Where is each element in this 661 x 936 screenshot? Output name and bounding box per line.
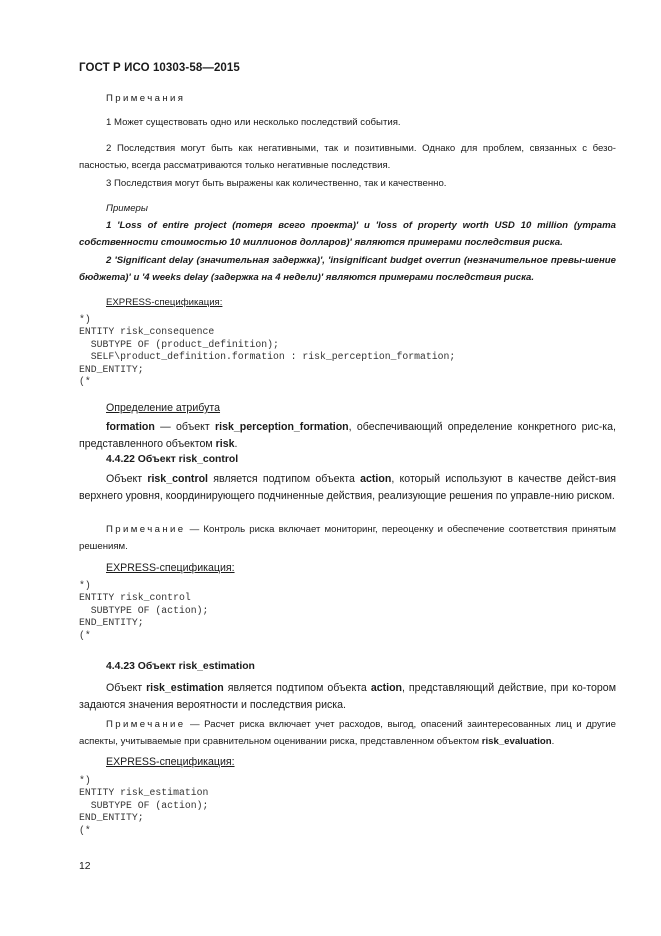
section-heading-4-4-22: 4.4.22 Объект risk_control bbox=[106, 454, 239, 465]
express-spec-label-2: EXPRESS-спецификация: bbox=[106, 562, 235, 574]
example-1: 1 'Loss of entire project (потеря всего проекта)' и 'loss of property worth USD 10 million (утрата собственности стоимостью 10 миллионов долларов)' являются примерами последствия риска. bbox=[79, 220, 616, 248]
attribute-formation: formation — объект risk_perception_formation, обеспечивающий определение конкретного рис-ка, представленного объектом risk. bbox=[79, 421, 616, 450]
example-2: 2 'Significant delay (значительная задержка)', 'insignificant budget overrun (незначительное превы-шение бюджета)' и '4 weeks delay (задержка на 4 недели)' являются примерами последствия риска. bbox=[79, 255, 616, 283]
express-code-1: *) ENTITY risk_consequence SUBTYPE OF (product_definition); SELF\product_definition.formation : risk_perception_formation; END_ENTITY; (* bbox=[79, 314, 456, 388]
note-2: 2 Последствия могут быть как негативными, так и позитивными. Однако для проблем, связанных с безо-пасностью, всегда рассматриваются только негативные последствия. bbox=[79, 143, 616, 171]
express-spec-label-3: EXPRESS-спецификация: bbox=[106, 756, 235, 768]
note-1: 1 Может существовать одно или несколько последствий события. bbox=[106, 117, 401, 128]
standard-header: ГОСТ Р ИСО 10303-58—2015 bbox=[79, 62, 240, 74]
examples-title: Примеры bbox=[106, 203, 148, 214]
express-spec-label-1: EXPRESS-спецификация: bbox=[106, 297, 223, 308]
note-risk-estimation: Примечание — Расчет риска включает учет расходов, выгод, опасений заинтересованных лиц и другие аспекты, учитываемые при сравнительном оценивании риска, представленном объектом risk_evaluation. bbox=[79, 719, 616, 747]
section-text-4-4-22: Объект risk_control является подтипом объекта action, который используют в качестве дейст-вия верхнего уровня, координирующего подчиненные действия, реализующие решения по управле-нию риском. bbox=[79, 473, 616, 502]
note-risk-control: Примечание — Контроль риска включает мониторинг, переоценку и обеспечение соответствия принятым решениям. bbox=[79, 524, 616, 552]
section-text-4-4-23: Объект risk_estimation является подтипом объекта action, представляющий действие, при ко-тором задаются значения вероятности и последствия риска. bbox=[79, 682, 616, 711]
note-3: 3 Последствия могут быть выражены как количественно, так и качественно. bbox=[106, 178, 447, 189]
section-heading-4-4-23: 4.4.23 Объект risk_estimation bbox=[106, 661, 255, 672]
attribute-definition-title: Определение атрибута bbox=[106, 402, 221, 414]
notes-title: Примечания bbox=[106, 93, 186, 104]
express-code-2: *) ENTITY risk_control SUBTYPE OF (action); END_ENTITY; (* bbox=[79, 580, 209, 641]
express-code-3: *) ENTITY risk_estimation SUBTYPE OF (action); END_ENTITY; (* bbox=[79, 775, 209, 836]
page-number: 12 bbox=[79, 861, 91, 872]
